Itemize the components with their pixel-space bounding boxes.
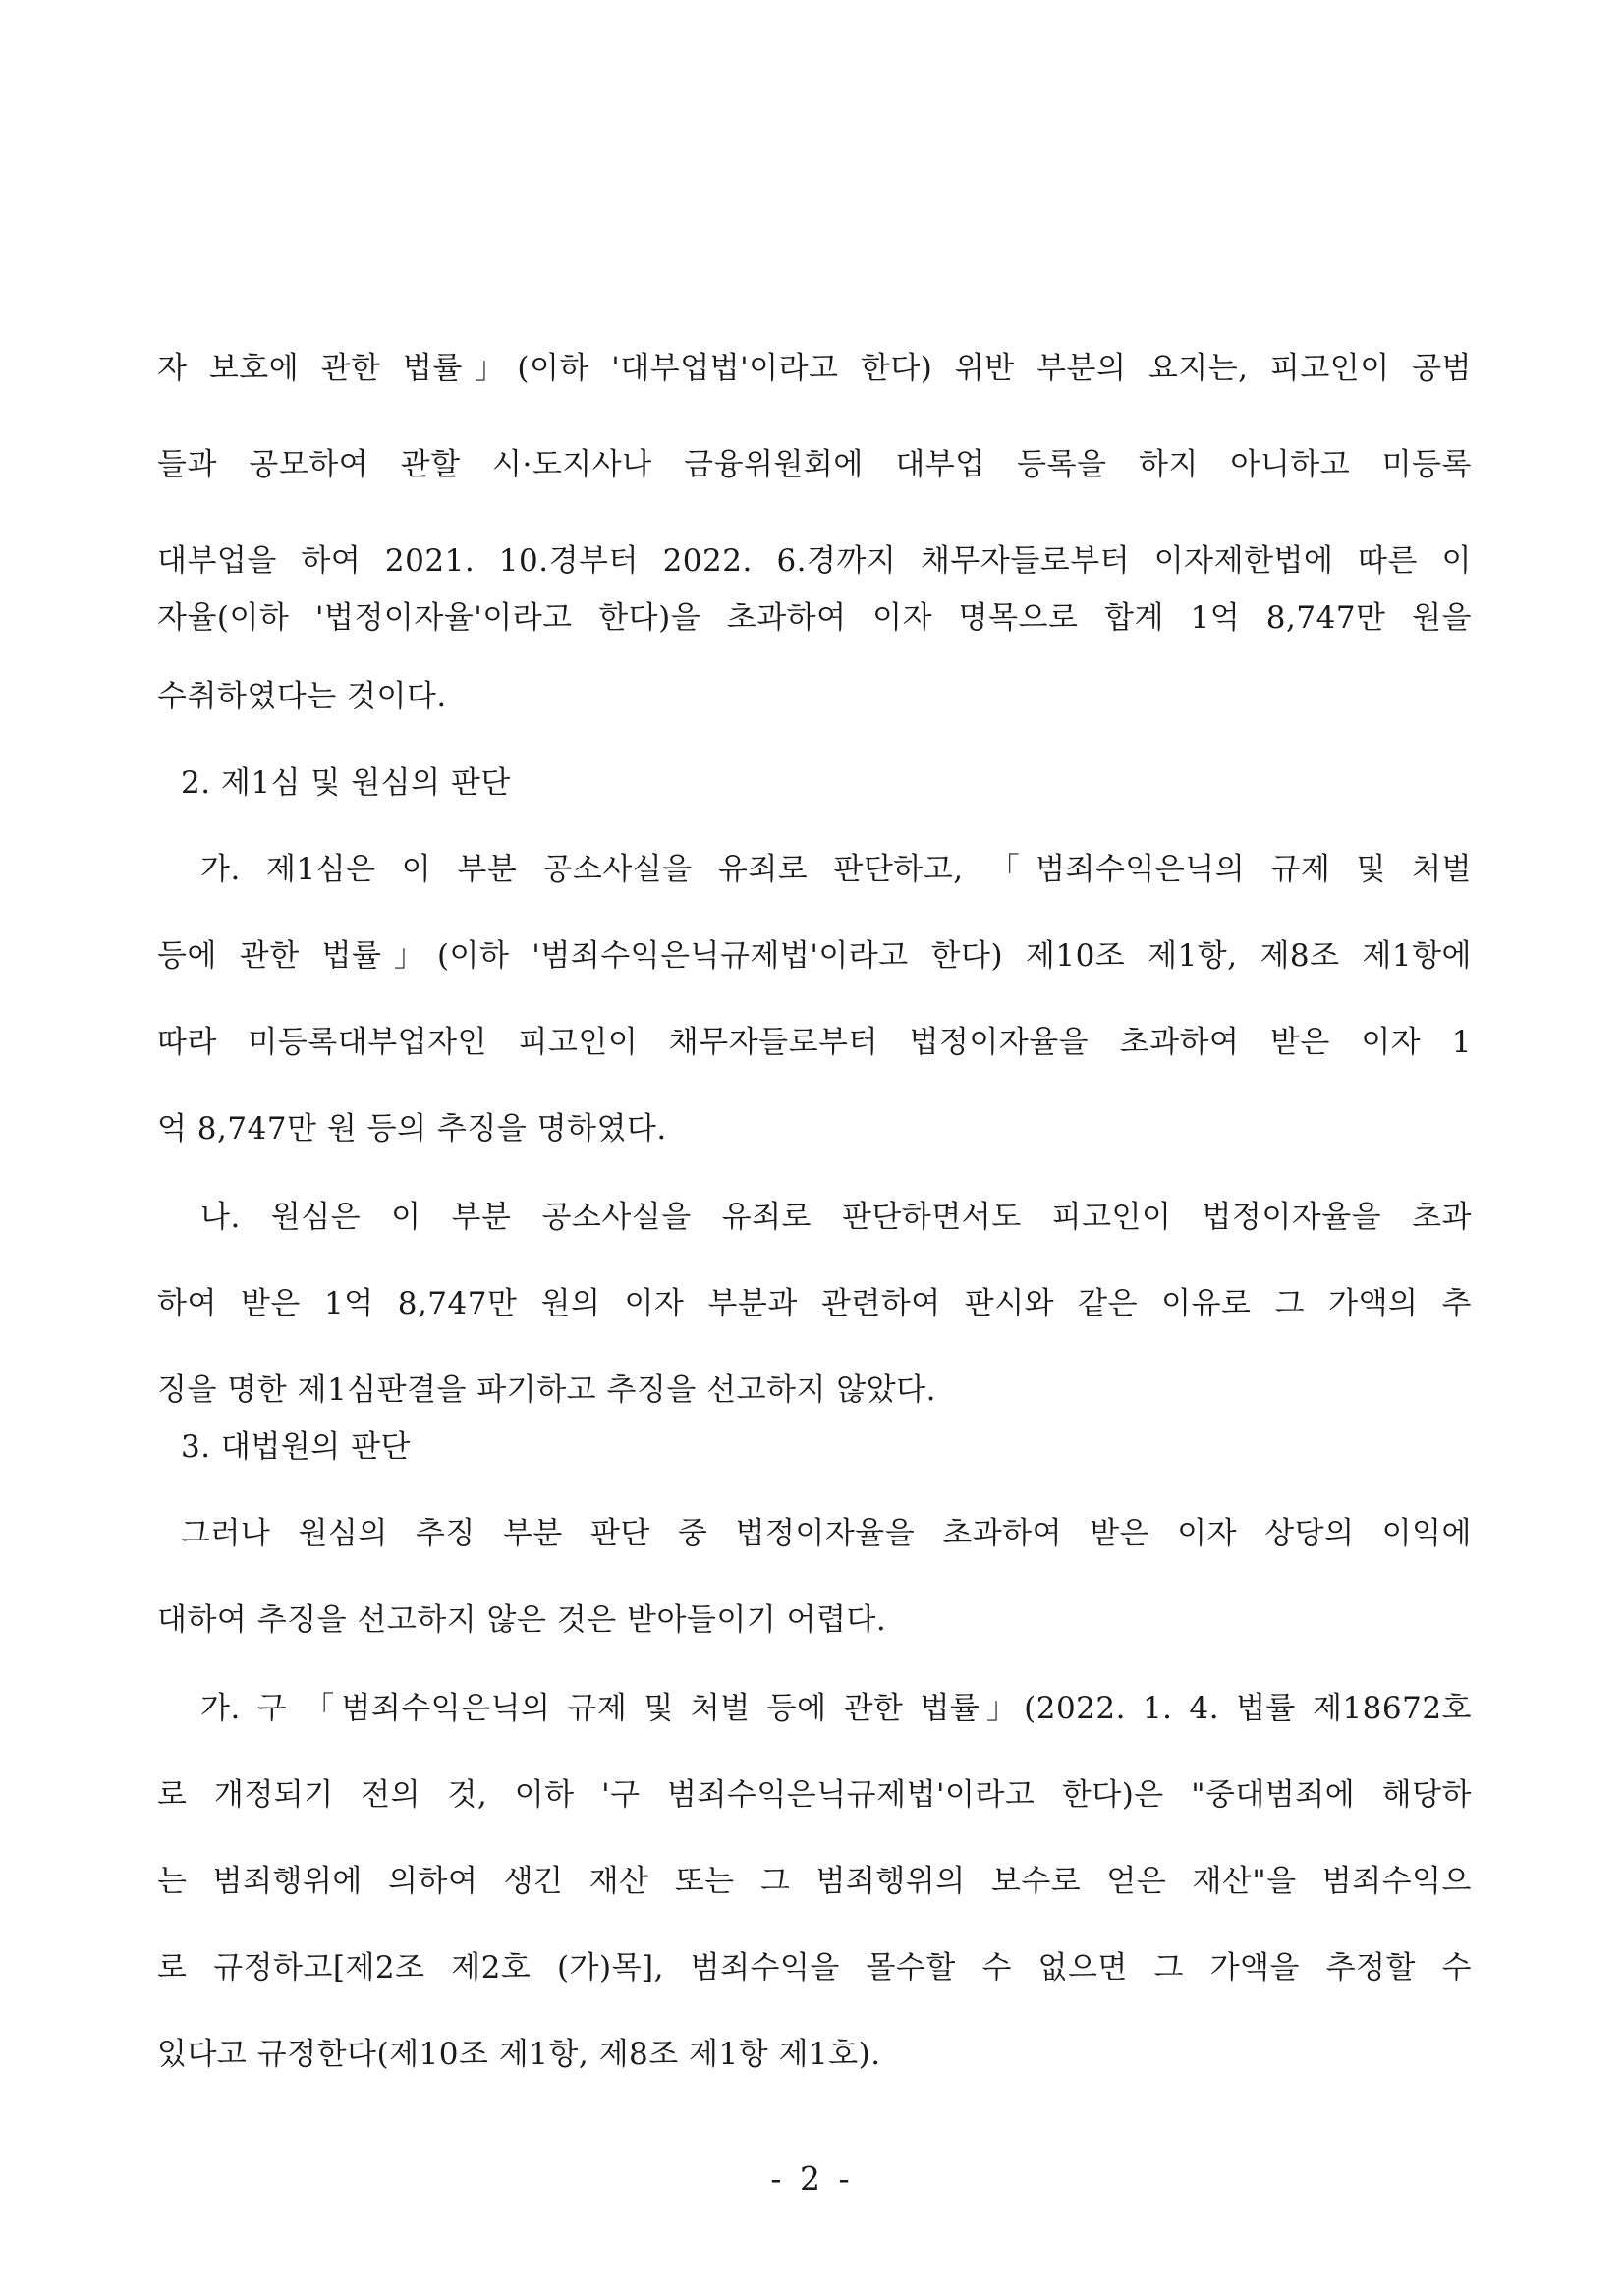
text-line-12: 하여 받은 1억 8,747만 원의 이자 부분과 관련하여 판시와 같은 이유로 그 가액의 추 [157,1286,1472,1321]
text-line-1: 자 보호에 관한 법률」(이하 '대부업법'이라고 한다) 위반 부분의 요지는, 피고인이 공범 [157,351,1472,386]
section-heading-3: 3. 대법원의 판단 [181,1429,411,1465]
text-line-11: 나. 원심은 이 부분 공소사실을 유죄로 판단하면서도 피고인이 법정이자율을 초과 [200,1200,1472,1235]
page-number: - 2 - [770,2159,854,2198]
text-line-18: 로 개정되기 전의 것, 이하 '구 범죄수익은닉규제법'이라고 한다)은 "중대범죄에 해당하 [157,1777,1472,1813]
text-line-19: 는 범죄행위에 의하여 생긴 재산 또는 그 범죄행위의 보수로 얻은 재산"을 범죄수익으 [157,1864,1472,1899]
text-line-3: 대부업을 하여 2021. 10.경부터 2022. 6.경까지 채무자들로부터 이자제한법에 따른 이 [157,543,1472,579]
text-line-4: 자율(이하 '법정이자율'이라고 한다)을 초과하여 이자 명목으로 합계 1억 8,747만 원을 [157,600,1472,636]
text-line-9: 따라 미등록대부업자인 피고인이 채무자들로부터 법정이자율을 초과하여 받은 이자 1 [157,1025,1472,1060]
text-line-2: 들과 공모하여 관할 시·도지사나 금융위원회에 대부업 등록을 하지 아니하고 미등록 [157,447,1472,482]
text-line-20: 로 규정하고[제2조 제2호 (가)목], 범죄수익을 몰수할 수 없으면 그 가액을 추정할 수 [157,1950,1472,1986]
text-line-15: 그러나 원심의 추징 부분 판단 중 법정이자율을 초과하여 받은 이자 상당의 이익에 [181,1516,1472,1551]
text-line-16: 대하여 추징을 선고하지 않은 것은 받아들이기 어렵다. [157,1602,887,1638]
text-line-17: 가. 구 「범죄수익은닉의 규제 및 처벌 등에 관한 법률」(2022. 1. 4. 법률 제18672호 [200,1691,1472,1726]
text-line-13: 징을 명한 제1심판결을 파기하고 추징을 선고하지 않았다. [157,1372,936,1408]
text-line-5: 수취하였다는 것이다. [157,679,447,714]
text-line-8: 등에 관한 법률」(이하 '범죄수익은닉규제법'이라고 한다) 제10조 제1항, 제8조 제1항에 [157,938,1472,974]
text-line-10: 억 8,747만 원 등의 추징을 명하였다. [157,1111,667,1147]
text-line-7: 가. 제1심은 이 부분 공소사실을 유죄로 판단하고, 「범죄수익은닉의 규제 및 처벌 [200,852,1472,887]
text-line-21: 있다고 규정한다(제10조 제1항, 제8조 제1항 제1호). [157,2037,881,2072]
section-heading-2: 2. 제1심 및 원심의 판단 [181,765,511,801]
